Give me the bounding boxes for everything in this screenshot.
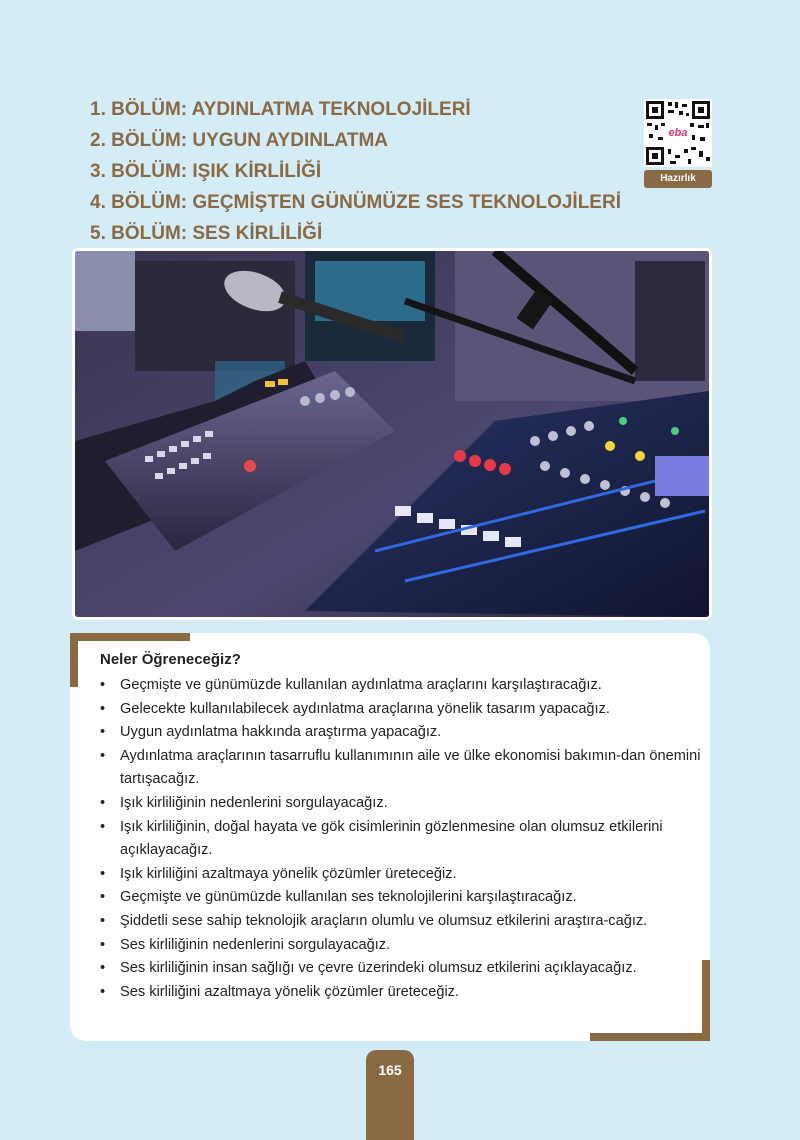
audio-mixer-studio-illustration xyxy=(75,251,709,617)
chapter-title-2: 2. BÖLÜM: UYGUN AYDINLATMA xyxy=(90,130,389,151)
qr-block[interactable] xyxy=(644,99,712,188)
page-number: 165 xyxy=(378,1062,402,1078)
corner-accent-top-vertical xyxy=(70,633,78,687)
chapter-title-1: 1. BÖLÜM: AYDINLATMA TEKNOLOJİLERİ xyxy=(90,99,471,120)
learning-title: Neler Öğreneceğiz? xyxy=(100,651,241,668)
list-item: • Ses kirliliğinin nedenlerini sorgulayacağız. xyxy=(98,934,708,958)
hazirlik-label: Hazırlık xyxy=(644,170,712,188)
chapter-title-5: 5. BÖLÜM: SES KİRLİLİĞİ xyxy=(90,223,323,244)
chapter-title-3: 3. BÖLÜM: IŞIK KİRLİLİĞİ xyxy=(90,161,322,182)
learning-objectives-list xyxy=(98,674,708,1004)
corner-accent-bottom xyxy=(590,1033,710,1041)
list-item: • Aydınlatma araçlarının tasarruflu kullanımının aile ve ülke ekonomisi bakımın-dan önemini tartışacağız. xyxy=(98,745,708,792)
list-item: • Işık kirliliğini azaltmaya yönelik çözümler üreteceğiz. xyxy=(98,863,708,887)
list-item: • Uygun aydınlatma hakkında araştırma yapacağız. xyxy=(98,721,708,745)
eba-logo: eba xyxy=(668,127,688,139)
list-item: • Gelecekte kullanılabilecek aydınlatma araçlarına yönelik tasarım yapacağız. xyxy=(98,698,708,722)
list-item: • Şiddetli sese sahip teknolojik araçların olumlu ve olumsuz etkilerini araştıra-cağız. xyxy=(98,910,708,934)
list-item: • Geçmişte ve günümüzde kullanılan ses teknolojilerini karşılaştıracağız. xyxy=(98,886,708,910)
list-item: • Işık kirliliğinin, doğal hayata ve gök cisimlerinin gözlenmesine olan olumsuz etkilerini açıklayacağız. xyxy=(98,816,708,863)
list-item: • Işık kirliliğinin nedenlerini sorgulayacağız. xyxy=(98,792,708,816)
corner-accent-top xyxy=(70,633,190,641)
list-item: • Geçmişte ve günümüzde kullanılan aydınlatma araçlarını karşılaştıracağız. xyxy=(98,674,708,698)
audio-mixer-photo xyxy=(72,248,712,620)
qr-code-icon[interactable] xyxy=(644,99,712,167)
chapter-title-4: 4. BÖLÜM: GEÇMİŞTEN GÜNÜMÜZE SES TEKNOLOJİLERİ xyxy=(90,192,621,213)
list-item: • Ses kirliliğini azaltmaya yönelik çözümler üreteceğiz. xyxy=(98,981,708,1005)
chapter-list xyxy=(90,94,621,249)
list-item: • Ses kirliliğinin insan sağlığı ve çevre üzerindeki olumsuz etkilerini açıklayacağız. xyxy=(98,957,708,981)
